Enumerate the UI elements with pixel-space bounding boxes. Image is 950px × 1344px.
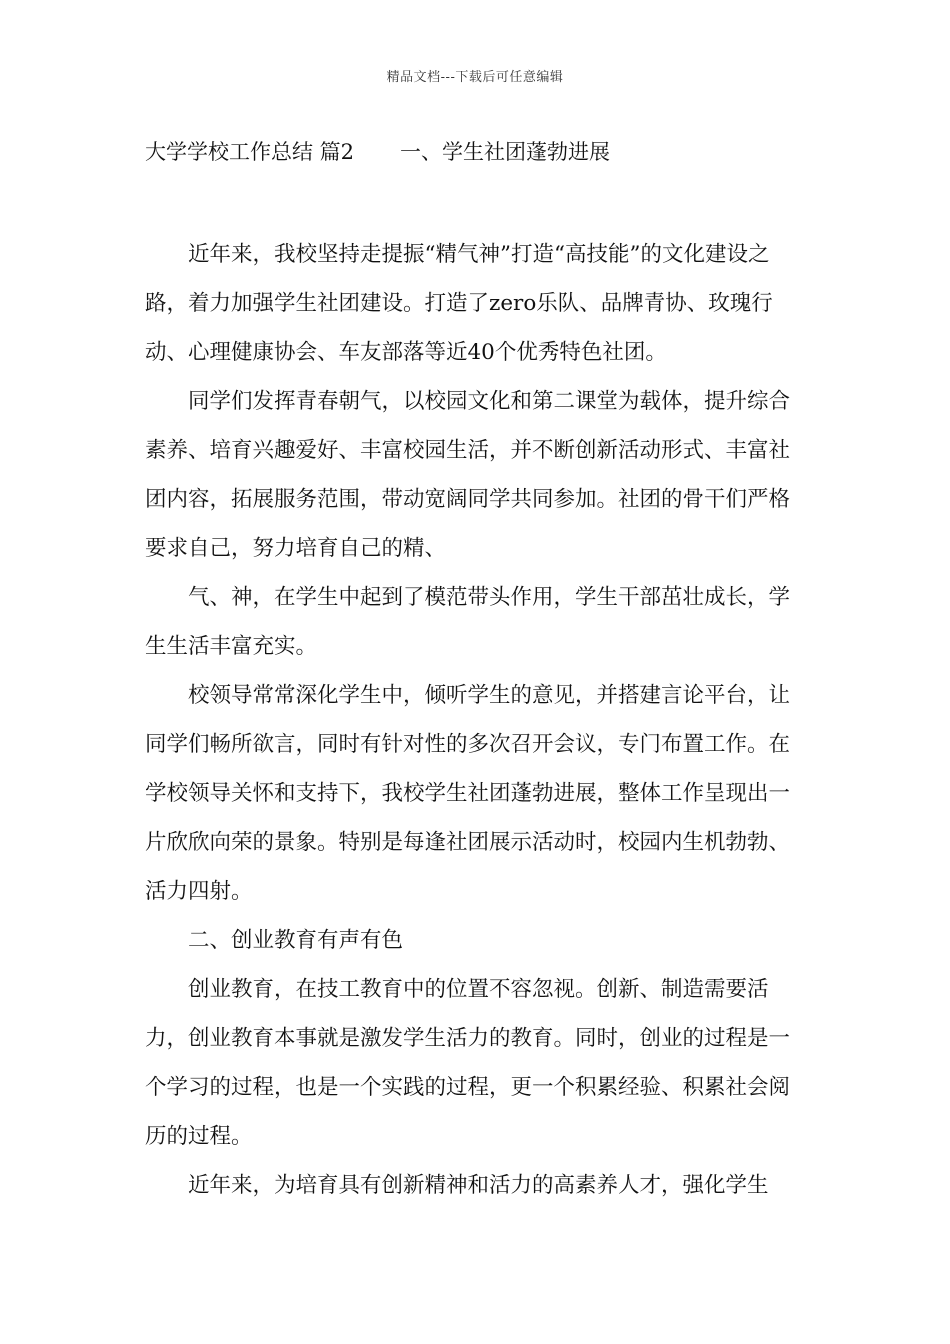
paragraph-5: 创业教育，在技工教育中的位置不容忽视。创新、制造需要活力，创业教育本事就是激发学生活力的教育。同时，创业的过程是一个学习的过程，也是一个实践的过程，更一个积累经验、积累社会阅历的过程。 (145, 977, 791, 1149)
paragraph-6: 近年来，为培育具有创新精神和活力的高素养人才，强化学生 (188, 1173, 769, 1198)
body-text (145, 230, 805, 1210)
paragraph-1: 近年来，我校坚持走提振“精气神”打造“高技能”的文化建设之路，着力加强学生社团建设。打造了zero乐队、品牌青协、玫瑰行动、心理健康协会、车友部落等近40个优秀特色社团。 (145, 242, 773, 365)
header-note: 精品文档---下载后可任意编辑 (386, 70, 564, 85)
section-heading-2: 二、创业教育有声有色 (188, 928, 404, 953)
title-line (145, 136, 610, 166)
document-title: 大学学校工作总结 篇2 (145, 140, 355, 164)
paragraph-2: 同学们发挥青春朝气，以校园文化和第二课堂为载体，提升综合素养、培育兴趣爱好、丰富校园生活，并不断创新活动形式、丰富社团内容，拓展服务范围，带动宽阔同学共同参加。社团的骨干们严格要求自己，努力培育自己的精、 (145, 389, 791, 561)
paragraph-4: 校领导常常深化学生中，倾听学生的意见，并搭建言论平台，让同学们畅所欲言，同时有针对性的多次召开会议，专门布置工作。在学校领导关怀和支持下，我校学生社团蓬勃进展，整体工作呈现出一片欣欣向荣的景象。特别是每逢社团展示活动时，校园内生机勃勃、活力四射。 (145, 683, 791, 904)
paragraph-3: 气、神，在学生中起到了模范带头作用，学生干部茁壮成长，学生生活丰富充实。 (145, 585, 791, 659)
section-heading: 一、学生社团蓬勃进展 (400, 140, 611, 164)
